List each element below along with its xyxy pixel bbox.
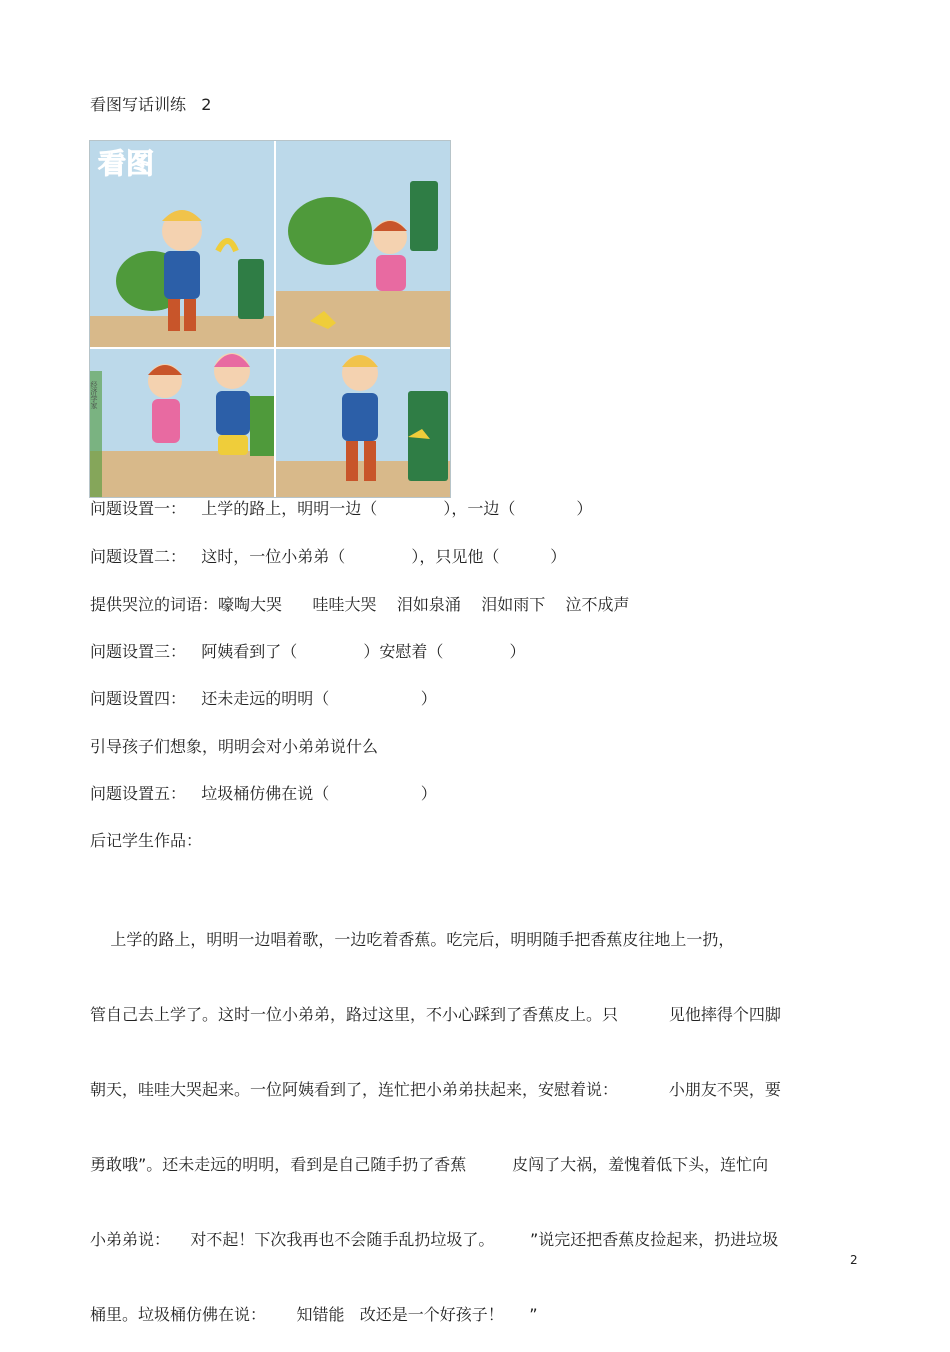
essay-line: 小弟弟说： 对不起！下次我再也不会随手乱扔垃圾了。 ”说完还把香蕉皮捡起来，扔进垃圾 <box>90 1230 779 1249</box>
figure-caption: 看图 <box>98 147 155 180</box>
panel-3 <box>90 349 274 497</box>
question-4: 问题设置四： 还未走远的明明（ ） <box>90 689 437 708</box>
student-essay <box>90 877 860 1352</box>
crying-words: 提供哭泣的词语：嚎啕大哭 哇哇大哭 泪如泉涌 泪如雨下 泣不成声 <box>90 595 630 614</box>
essay-line: 桶里。垃圾桶仿佛在说： 知错能 改还是一个好孩子！ ” <box>90 1305 538 1324</box>
question-5: 问题设置五： 垃圾桶仿佛在说（ ） <box>90 784 437 803</box>
question-2: 问题设置二： 这时，一位小弟弟（ ），只见他（ ） <box>90 547 567 566</box>
comic-illustration <box>89 140 451 498</box>
figure-spine-text: 经济学家 <box>90 381 98 409</box>
essay-line: 朝天，哇哇大哭起来。一位阿姨看到了，连忙把小弟弟扶起来，安慰着说： 小朋友不哭，要 <box>90 1080 781 1099</box>
essay-line: 管自己去上学了。这时一位小弟弟，路过这里，不小心踩到了香蕉皮上。只 见他摔得个四脚 <box>90 1005 781 1024</box>
guide-prompt: 引导孩子们想象，明明会对小弟弟说什么 <box>90 737 379 756</box>
student-work-heading: 后记学生作品： <box>90 831 203 850</box>
panel-2 <box>276 141 450 347</box>
panel-4 <box>276 349 450 497</box>
page-title: 看图写话训练 2 <box>90 95 212 114</box>
page-number: 2 <box>850 1253 858 1267</box>
question-3: 问题设置三： 阿姨看到了（ ）安慰着（ ） <box>90 642 526 661</box>
essay-line: 勇敢哦”。还未走远的明明，看到是自己随手扔了香蕉 皮闯了大祸，羞愧着低下头，连忙向 <box>90 1155 769 1174</box>
question-1: 问题设置一： 上学的路上，明明一边（ ），一边（ ） <box>90 499 593 518</box>
essay-line: 上学的路上，明明一边唱着歌，一边吃着香蕉。吃完后，明明随手把香蕉皮往地上一扔， <box>90 930 735 949</box>
